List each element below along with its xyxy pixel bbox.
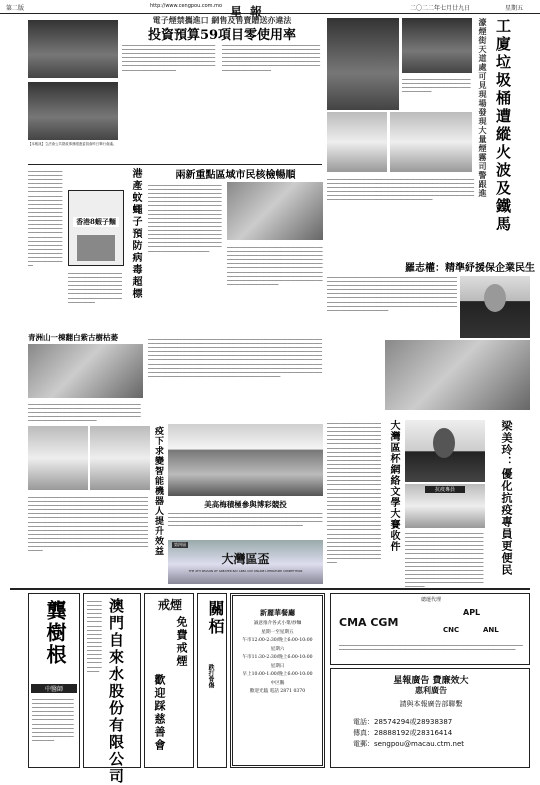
ad5-line: 星期六: [270, 646, 285, 652]
story2-body: ▁▁▁▁▁▁▁▁▁▁▁▁▁▁▁▁▁▁▁▁▁▁▁▁▁▁▁▁▁▁▁▁▁▁▁▁▁▁▁▁▁▁▁▁▁▁▁▁▁▁▁▁▁▁▁▁▁▁▁▁▁▁▁▁▁▁▁▁▁▁▁▁▁▁▁▁▁▁▁▁▁▁▁▁▁▁▁▁▁▁▁▁▁▁▁▁: [402, 76, 471, 93]
story4-headline: 羅志權：精準紓援保企業民生: [405, 263, 535, 274]
portrait-face: [484, 284, 506, 312]
ad-quit-smoking: [144, 593, 194, 768]
story2-vertical-deck: 濠煙街天道處可見現場發現大量煙霧司警跟進: [478, 18, 488, 198]
ad7-cta: 請與本報廣告部聯繫: [399, 700, 463, 708]
robot-photo-2: [90, 426, 150, 490]
ad3-title: 戒煙: [157, 598, 182, 612]
ad6-body: ▁▁▁▁▁▁▁▁▁▁▁▁▁▁▁▁▁▁▁▁▁▁▁▁▁▁▁▁▁▁▁▁▁▁▁▁▁▁▁▁▁▁▁▁▁▁▁▁▁▁▁▁▁▁▁▁▁▁▁▁▁▁▁▁▁▁▁▁▁▁▁▁▁▁▁▁▁▁▁▁▁▁▁▁▁▁▁▁▁▁▁▁▁▁▁▁▁▁▁▁▁▁▁▁▁▁▁▁▁▁▁▁▁▁▁▁▁▁▁▁▁▁▁▁▁▁▁▁▁▁▁▁▁▁▁▁▁▁▁▁▁▁▁▁▁▁▁: [339, 642, 523, 651]
ad5-line: 午市12:00-2:30/晚上6:00-10:00: [242, 638, 313, 643]
story2-body-2: ▁▁▁▁▁▁▁▁▁▁▁▁▁▁▁▁▁▁▁▁▁▁▁▁▁▁▁▁▁▁▁▁▁▁▁▁▁▁▁▁▁▁▁▁▁▁▁▁▁▁▁▁▁▁▁▁▁▁▁▁▁▁▁▁▁▁▁▁▁▁▁▁▁▁▁▁▁▁▁▁▁▁▁▁▁▁▁▁▁▁▁▁▁▁▁▁▁▁▁▁▁▁▁▁▁▁▁▁▁▁▁▁▁▁▁▁▁▁▁▁▁▁▁▁▁▁▁▁▁▁▁▁▁▁▁▁▁▁▁▁▁▁▁▁▁▁▁▁▁▁▁▁▁▁▁▁▁▁▁▁▁▁▁▁▁▁▁▁▁▁▁▁▁▁▁▁▁▁▁▁▁▁▁▁▁▁▁▁▁▁▁▁▁▁▁▁▁▁▁▁▁▁▁▁▁▁▁▁▁▁▁▁▁▁▁▁▁▁▁▁▁▁▁▁▁▁▁▁▁▁▁▁▁▁▁▁▁▁▁▁▁▁▁▁▁▁▁▁▁▁▁▁▁▁▁▁▁▁▁▁▁▁▁▁▁▁▁▁▁▁▁▁▁▁▁▁▁▁▁▁▁▁▁▁▁▁▁▁▁▁▁▁▁▁▁▁▁▁▁▁▁▁▁▁▁▁▁▁▁▁▁▁▁▁▁▁▁▁▁▁▁▁▁▁▁▁▁▁▁▁▁▁▁▁▁▁▁▁▁▁▁▁▁: [327, 176, 475, 201]
award-tag: 第四屆: [174, 542, 186, 547]
issue-date: 二〇二二年七月廿九日: [410, 5, 471, 12]
fire-photo-4: [390, 112, 472, 172]
ad-guan-bai: [197, 593, 227, 768]
book-title: 香港8蝦子麵: [73, 217, 119, 227]
fire-photo-2: [402, 18, 472, 73]
ad-sengpou: [330, 668, 530, 768]
divider: [28, 164, 322, 165]
story1-headline: 投資預算59項目零使用率: [147, 28, 297, 43]
award-title: 大灣區盃: [221, 552, 270, 566]
testing-site-photo: [227, 182, 323, 240]
story8-body-left: ▁▁▁▁▁▁▁▁▁▁▁▁▁▁▁▁▁▁▁▁▁▁▁▁▁▁▁▁▁▁▁▁▁▁▁▁▁▁▁▁▁▁▁▁▁▁▁▁▁▁▁▁▁▁▁▁▁▁▁▁▁▁▁▁▁▁▁▁▁▁▁▁▁▁▁▁▁▁▁▁▁▁▁▁▁▁▁▁▁▁▁▁▁▁▁▁▁▁▁▁▁▁▁▁▁▁▁▁▁▁▁▁▁▁▁▁▁▁▁▁▁▁▁▁▁▁▁▁▁▁▁▁▁▁▁▁▁▁▁▁▁▁▁▁▁▁▁▁▁▁▁▁▁▁▁▁▁▁▁▁▁▁▁▁▁▁▁▁▁▁▁▁▁▁▁▁▁▁▁▁▁▁▁▁▁▁▁▁▁▁▁▁▁▁▁▁▁▁▁▁▁▁▁▁▁▁▁▁▁▁▁▁▁▁▁▁▁▁▁▁▁▁▁▁▁▁▁▁▁▁▁▁▁▁▁▁▁▁▁▁▁▁▁▁▁▁▁▁▁▁▁▁▁▁▁▁▁▁▁▁▁▁▁▁▁▁▁▁▁▁▁▁▁▁▁▁▁▁▁▁▁▁▁▁▁▁▁▁▁▁▁▁▁▁▁▁▁▁▁▁▁▁▁▁▁▁▁▁▁▁▁▁▁▁▁▁▁▁▁▁▁▁▁▁▁▁▁▁▁▁▁▁▁▁▁▁▁▁▁▁▁▁▁▁▁▁▁▁▁▁▁▁▁▁▁▁▁▁▁▁▁▁▁▁▁▁▁▁▁▁▁▁▁▁▁▁▁▁▁▁▁▁▁▁▁▁▁▁▁▁▁▁▁▁▁▁▁▁▁▁▁▁▁▁▁▁▁▁▁▁▁▁▁▁▁▁▁▁▁▁▁▁▁▁▁▁▁▁▁▁▁▁▁▁▁▁▁▁▁▁▁▁▁▁▁▁▁▁▁▁▁▁▁▁▁▁▁▁▁▁▁▁▁▁▁▁▁▁▁▁▁▁▁▁▁▁▁▁▁▁▁▁▁▁▁▁▁▁▁▁▁▁▁▁▁▁▁▁▁▁▁▁▁▁▁▁▁▁▁▁▁▁▁▁▁▁▁▁▁▁▁▁▁▁▁▁▁▁▁▁▁▁▁▁▁▁▁▁▁▁▁▁▁▁▁▁▁▁▁▁▁▁▁▁▁▁▁▁▁▁▁▁▁▁▁▁▁▁▁▁▁▁▁▁▁▁▁▁▁▁▁▁▁▁▁▁▁▁▁▁▁▁▁▁▁▁▁▁▁▁▁▁▁▁▁▁▁▁▁▁▁▁▁▁▁▁▁▁▁▁▁▁▁▁▁▁▁▁▁▁▁▁▁▁▁▁▁▁▁▁▁▁▁: [28, 494, 149, 552]
fire-photo-1: [327, 18, 399, 110]
ads-divider: [10, 588, 530, 590]
ad5-title: 新麗華餐廳: [260, 608, 295, 617]
story1-kicker: 電子煙禁攜進口 網售及售賣贈送亦違法: [152, 15, 292, 25]
ad7-phone-label: 電話：: [353, 718, 374, 726]
ad-macao-water: [83, 593, 141, 785]
page-number: 第二版: [6, 5, 25, 12]
story5-vertical-headline: 港產蚊蠅子預防病毒超標: [130, 168, 141, 300]
story7-vertical-headline: 梁美玲：優化抗疫專員更便民: [500, 420, 513, 576]
story4-body: ▁▁▁▁▁▁▁▁▁▁▁▁▁▁▁▁▁▁▁▁▁▁▁▁▁▁▁▁▁▁▁▁▁▁▁▁▁▁▁▁▁▁▁▁▁▁▁▁▁▁▁▁▁▁▁▁▁▁▁▁▁▁▁▁▁▁▁▁▁▁▁▁▁▁▁▁▁▁▁▁▁▁▁▁▁▁▁▁▁▁▁▁▁▁▁▁▁▁▁▁▁▁▁▁▁▁▁▁▁▁▁▁▁▁▁▁▁▁▁▁▁▁▁▁▁▁▁▁▁▁▁▁▁▁▁▁▁▁▁▁▁▁▁▁▁▁▁▁▁▁▁▁▁▁▁▁▁▁▁▁▁▁▁▁▁▁▁▁▁▁▁▁▁▁▁▁▁▁▁▁▁▁▁▁▁▁▁▁▁▁▁▁▁▁▁▁▁▁▁▁▁▁▁▁▁▁▁▁▁▁▁▁▁▁▁▁▁▁▁▁▁▁▁▁▁▁▁▁▁▁▁▁▁▁▁▁▁▁▁▁▁▁▁▁▁▁▁▁▁▁▁▁▁▁▁▁▁▁▁▁▁▁▁▁▁▁▁▁▁▁▁▁▁▁▁▁▁▁▁▁▁▁▁▁▁▁▁▁▁▁▁▁▁▁▁▁▁▁▁▁▁▁▁▁▁▁▁▁▁▁▁▁▁▁▁▁▁▁▁▁▁▁▁▁▁▁▁▁▁▁▁▁▁▁▁▁▁▁▁▁▁▁▁▁▁▁▁▁▁▁▁▁▁▁▁▁▁▁▁▁▁▁▁▁▁▁▁▁▁▁▁▁▁▁▁▁▁▁▁▁▁▁▁▁▁▁▁▁▁▁▁▁▁▁▁▁▁▁▁▁▁▁▁▁▁▁▁▁▁▁▁▁▁▁▁▁▁▁▁▁▁▁▁▁▁▁▁▁▁▁▁▁▁▁▁▁▁▁▁▁▁▁▁▁▁▁▁▁▁: [327, 274, 457, 311]
story2-headline: 工廈垃圾桶遭縱火波及鐵馬: [494, 18, 512, 234]
story5-bottom-body: ▁▁▁▁▁▁▁▁▁▁▁▁▁▁▁▁▁▁▁▁▁▁▁▁▁▁▁▁▁▁▁▁▁▁▁▁▁▁▁▁▁▁▁▁▁▁▁▁▁▁▁▁▁▁▁▁▁▁▁▁▁▁▁▁▁▁▁▁▁▁▁▁▁▁▁▁▁▁▁▁▁▁▁▁▁▁▁▁▁▁▁▁▁▁▁▁▁▁▁▁▁▁▁▁▁▁▁▁▁▁▁▁▁▁▁▁▁▁▁▁▁▁▁▁▁▁▁▁▁▁▁▁▁▁▁▁▁▁▁▁▁▁▁▁▁▁▁▁▁▁▁▁▁▁▁▁▁▁▁▁▁▁▁▁▁▁▁▁▁▁▁▁▁▁▁▁▁▁▁▁▁▁▁▁▁▁▁▁▁▁▁▁▁▁▁▁▁▁▁▁▁▁▁▁▁▁▁▁▁▁▁▁: [28, 401, 141, 422]
ad1-title: 龔樹根: [43, 600, 67, 666]
mgm-building-photo: [168, 424, 323, 496]
ad-gong-shugen: [28, 593, 80, 768]
ad6-logo-apl: APL: [463, 608, 481, 617]
ad3-line2: 歡迎踩慈善會: [153, 674, 166, 752]
tree-photo: [28, 344, 143, 398]
street-photo: [385, 340, 530, 410]
book-cover: [68, 190, 124, 266]
story3-body-bottom: ▁▁▁▁▁▁▁▁▁▁▁▁▁▁▁▁▁▁▁▁▁▁▁▁▁▁▁▁▁▁▁▁▁▁▁▁▁▁▁▁▁▁▁▁▁▁▁▁▁▁▁▁▁▁▁▁▁▁▁▁▁▁▁▁▁▁▁▁▁▁▁▁▁▁▁▁▁▁▁▁▁▁▁▁▁▁▁▁▁▁▁▁▁▁▁▁▁▁▁▁▁▁▁▁▁▁▁▁▁▁▁▁▁▁▁▁▁▁▁▁▁▁▁▁▁▁▁▁▁▁▁▁▁▁▁▁▁▁▁▁▁▁▁▁▁▁▁▁▁▁▁▁▁▁▁▁▁▁▁▁▁▁▁▁▁▁▁▁▁▁▁▁▁▁▁▁▁▁▁▁▁▁▁▁▁▁▁▁▁▁▁▁▁▁▁▁▁▁▁▁▁▁▁▁▁▁▁▁▁▁▁▁▁▁▁▁▁▁▁▁▁▁▁▁▁▁▁▁▁▁▁▁▁▁▁▁▁▁▁▁▁▁▁▁▁▁▁▁▁▁▁▁▁▁▁▁▁▁▁▁▁▁▁▁▁▁▁▁▁▁▁▁▁▁▁▁▁▁▁▁▁▁▁▁▁▁▁▁▁▁▁▁▁▁▁▁▁▁▁▁▁▁▁▁▁▁▁▁▁▁▁▁▁▁▁▁▁▁▁▁▁▁▁▁▁▁▁▁▁▁▁▁▁▁▁▁▁▁▁▁▁▁▁▁▁▁▁▁▁▁▁▁▁▁▁▁▁▁▁▁▁▁▁▁▁▁▁▁▁▁▁▁▁▁▁▁▁▁▁▁▁▁▁▁▁▁▁▁▁▁▁▁▁▁▁▁▁▁▁▁▁▁▁▁▁▁▁▁▁▁▁▁▁▁▁▁▁▁▁▁▁▁▁▁▁▁▁▁▁▁▁▁▁▁▁▁▁▁▁▁▁▁▁▁▁▁▁▁▁▁▁▁▁▁▁▁▁▁▁▁▁▁▁▁▁▁▁▁▁▁▁▁▁▁▁▁▁▁▁▁▁▁▁▁▁▁▁▁▁▁▁▁▁▁▁▁▁▁▁▁▁▁▁▁▁▁▁▁▁▁▁▁▁▁▁▁▁▁▁▁▁▁▁▁▁▁▁▁▁▁▁▁▁▁▁▁▁▁▁▁▁▁▁▁▁▁▁▁▁▁▁▁▁▁▁▁▁▁▁▁▁▁▁▁▁▁▁▁▁▁▁▁▁▁▁▁▁▁▁▁▁▁▁▁▁▁▁▁▁▁▁▁▁▁▁▁▁▁▁▁▁▁▁▁▁▁▁▁▁▁▁▁▁▁▁▁▁▁▁▁▁▁▁▁▁▁▁▁▁▁▁▁▁▁▁▁▁▁▁▁▁▁▁▁▁▁▁▁▁▁▁▁▁▁▁▁▁▁▁▁▁▁▁▁▁▁▁▁▁▁▁▁▁▁▁▁▁▁▁▁▁▁▁▁▁▁▁▁▁▁▁▁▁: [148, 336, 323, 377]
ad6-logo-anl: ANL: [483, 626, 499, 634]
ad7-subtitle: 惠利廣告: [415, 685, 447, 695]
book-image: [77, 235, 115, 261]
ad5-line: 星期日: [270, 663, 285, 669]
meeting-photo-2: [28, 82, 118, 140]
award-banner: [168, 540, 323, 584]
portrait-photo-2: [405, 420, 485, 482]
ad7-email[interactable]: sengpou@macau.ctm.net: [374, 740, 465, 748]
story8-headline: 美高梅積極參與博彩競投: [204, 500, 287, 509]
ad6-label: 總運代理: [420, 597, 441, 603]
ad4-subtitle: 跌打骨傷: [207, 664, 214, 688]
website-url: http://www.cengpou.com.mo: [150, 3, 223, 9]
ad7-phone[interactable]: 28574294或28938387: [374, 718, 453, 726]
ad6-logo-cma: CMA CGM: [339, 616, 399, 629]
robot-photo-1: [28, 426, 88, 490]
fire-photo-3: [327, 112, 387, 172]
meeting-photo-1: [28, 20, 118, 78]
story3-body-col1: ▁▁▁▁▁▁▁▁▁▁▁▁▁▁▁▁▁▁▁▁▁▁▁▁▁▁▁▁▁▁▁▁▁▁▁▁▁▁▁▁▁▁▁▁▁▁▁▁▁▁▁▁▁▁▁▁▁▁▁▁▁▁▁▁▁▁▁▁▁▁▁▁▁▁▁▁▁▁▁▁▁▁▁▁▁▁▁▁▁▁▁▁▁▁▁▁▁▁▁▁▁▁▁▁▁▁▁▁▁▁▁▁▁▁▁▁▁▁▁▁▁▁▁▁▁▁▁▁▁▁▁▁▁▁▁▁▁▁▁▁▁▁▁▁▁▁▁▁▁▁▁▁▁▁▁▁▁▁▁▁▁▁▁▁▁▁▁▁▁▁▁▁▁▁▁▁▁▁▁▁▁▁▁▁▁▁▁▁▁▁▁▁▁▁▁▁▁▁▁▁▁▁▁▁▁▁▁▁▁▁▁▁▁▁▁▁▁▁▁▁▁▁▁▁▁▁▁▁▁▁▁▁▁▁▁▁▁▁▁▁▁▁▁▁▁▁▁▁▁▁▁▁▁▁▁▁▁▁▁▁▁▁▁▁▁▁▁▁▁▁▁▁▁▁▁▁▁▁▁▁▁▁▁▁▁▁▁▁▁▁▁▁▁▁▁▁▁▁▁▁▁▁▁▁▁▁▁▁▁▁▁▁▁▁▁▁▁▁▁▁▁▁▁▁▁▁▁▁▁▁▁▁▁▁▁▁▁▁▁▁▁▁▁▁▁▁▁▁▁▁▁▁▁▁▁▁▁▁▁▁▁▁▁▁▁▁▁▁▁▁▁▁▁▁▁▁▁▁▁▁▁▁▁▁▁▁▁▁▁▁▁▁▁▁▁▁▁▁▁▁▁▁▁▁▁▁▁▁▁▁▁▁▁▁▁▁▁▁▁▁▁▁▁▁▁▁▁▁▁▁▁▁▁▁▁▁▁▁▁▁▁▁▁▁▁▁▁▁▁▁▁▁▁▁▁▁▁▁▁▁▁▁▁▁▁▁▁▁▁▁▁▁▁▁▁▁▁▁▁▁▁▁▁▁▁▁▁▁▁▁▁▁▁▁▁▁▁▁▁▁▁▁▁▁▁: [148, 182, 222, 252]
portrait-hair: [433, 428, 455, 458]
story8-body-right: ▁▁▁▁▁▁▁▁▁▁▁▁▁▁▁▁▁▁▁▁▁▁▁▁▁▁▁▁▁▁▁▁▁▁▁▁▁▁▁▁▁▁▁▁▁▁▁▁▁▁▁▁▁▁▁▁▁▁▁▁▁▁▁▁▁▁▁▁▁▁▁▁▁▁▁▁▁▁▁▁▁▁▁▁▁▁▁▁▁▁▁▁▁▁▁▁▁▁▁▁▁▁▁▁▁▁▁▁▁▁▁▁▁▁▁▁▁▁▁▁▁▁▁▁▁▁▁▁▁▁▁▁▁▁▁▁▁▁▁▁▁▁▁▁▁▁▁▁▁▁▁▁▁▁▁▁▁▁▁▁▁▁▁▁▁▁▁▁▁▁▁▁▁▁▁▁▁▁▁▁▁▁▁▁▁▁▁▁▁▁▁▁▁▁▁▁▁▁▁▁▁▁▁▁▁▁▁▁▁▁▁▁▁▁▁▁▁▁▁▁▁▁▁▁▁▁▁▁▁▁▁▁▁▁▁▁▁▁▁▁▁▁▁▁: [168, 510, 323, 527]
ad7-title: 星報廣告 費廉效大: [393, 676, 469, 686]
ad5-line: 誠意推介各式小菜/炒麵: [253, 621, 302, 626]
portrait-photo-1: [460, 276, 530, 338]
ad-restaurant: [230, 593, 325, 768]
weekday: 星期五: [505, 5, 524, 12]
story1-body-col2: ▁▁▁▁▁▁▁▁▁▁▁▁▁▁▁▁▁▁▁▁▁▁▁▁▁▁▁▁▁▁▁▁▁▁▁▁▁▁▁▁▁▁▁▁▁▁▁▁▁▁▁▁▁▁▁▁▁▁▁▁▁▁▁▁▁▁▁▁▁▁▁▁▁▁▁▁▁▁▁▁▁▁▁▁▁▁▁▁▁▁▁▁▁▁▁▁▁▁▁▁▁▁▁▁▁▁▁▁▁▁▁▁▁▁▁▁▁▁▁▁▁▁▁▁▁▁▁▁▁▁▁▁▁▁▁▁▁▁▁▁▁▁▁▁▁▁▁▁▁▁▁▁▁▁▁▁▁▁▁▁▁▁▁▁▁▁▁▁▁▁▁▁▁▁▁▁▁▁▁▁▁▁▁▁▁▁▁▁▁▁▁▁▁▁▁▁▁▁▁▁▁▁▁▁▁▁▁▁▁▁▁▁▁▁▁▁▁▁▁▁▁▁▁▁▁▁▁▁▁▁▁▁▁▁▁▁▁▁▁▁▁▁▁▁▁▁▁▁▁▁▁▁▁▁▁▁▁▁▁▁: [222, 42, 321, 71]
story7-body: ▁▁▁▁▁▁▁▁▁▁▁▁▁▁▁▁▁▁▁▁▁▁▁▁▁▁▁▁▁▁▁▁▁▁▁▁▁▁▁▁▁▁▁▁▁▁▁▁▁▁▁▁▁▁▁▁▁▁▁▁▁▁▁▁▁▁▁▁▁▁▁▁▁▁▁▁▁▁▁▁▁▁▁▁▁▁▁▁▁▁▁▁▁▁▁▁▁▁▁▁▁▁▁▁▁▁▁▁▁▁▁▁▁▁▁▁▁▁▁▁▁▁▁▁▁▁▁▁▁▁▁▁▁▁▁▁▁▁▁▁▁▁▁▁▁▁▁▁▁▁▁▁▁▁▁▁▁▁▁▁▁▁▁▁▁▁▁▁▁▁▁▁▁▁▁▁▁▁▁▁▁▁▁▁▁▁▁▁▁▁▁▁▁▁▁▁▁▁▁▁▁▁▁▁▁▁▁▁▁▁▁▁▁▁▁▁▁▁▁▁▁▁▁▁▁▁▁▁▁▁▁▁▁▁▁▁▁▁▁▁▁▁▁▁▁▁▁▁▁▁▁▁▁▁▁▁▁▁▁▁▁▁▁▁▁▁▁▁▁▁▁▁▁▁▁▁▁▁▁▁▁▁▁▁▁▁▁▁▁▁▁▁▁▁▁▁▁▁▁▁▁▁▁▁▁▁▁▁▁▁▁▁▁▁▁▁▁▁▁▁▁▁▁▁▁▁▁▁▁▁▁▁▁▁▁▁▁▁▁▁▁▁▁▁▁▁▁▁▁▁▁▁▁▁▁▁▁▁▁▁▁▁▁▁▁▁▁▁▁▁▁▁▁▁▁▁▁▁▁▁▁▁▁▁▁▁▁▁▁▁▁▁▁▁▁▁▁▁▁▁▁▁▁▁▁▁▁▁▁▁▁▁▁▁▁▁▁▁▁▁▁▁▁▁: [405, 530, 484, 588]
ad7-fax-label: 傳真：: [353, 729, 374, 737]
story3-headline: 兩新重點區域市民核檢暢順: [175, 170, 296, 181]
ad7-email-label: 電郵：: [353, 740, 374, 748]
photo-caption: 【本報訊】立法會公共財政事務跟進委員會昨日舉行會議。: [28, 142, 117, 146]
story1-body-col1: ▁▁▁▁▁▁▁▁▁▁▁▁▁▁▁▁▁▁▁▁▁▁▁▁▁▁▁▁▁▁▁▁▁▁▁▁▁▁▁▁▁▁▁▁▁▁▁▁▁▁▁▁▁▁▁▁▁▁▁▁▁▁▁▁▁▁▁▁▁▁▁▁▁▁▁▁▁▁▁▁▁▁▁▁▁▁▁▁▁▁▁▁▁▁▁▁▁▁▁▁▁▁▁▁▁▁▁▁▁▁▁▁▁▁▁▁▁▁▁▁▁▁▁▁▁▁▁▁▁▁▁▁▁▁▁▁▁▁▁▁▁▁▁▁▁▁▁▁▁▁▁▁▁▁▁▁▁▁▁▁▁▁▁▁▁▁▁▁▁▁▁▁▁▁▁▁▁▁▁▁▁▁▁▁▁▁▁▁▁▁▁▁▁▁▁▁▁▁▁▁▁▁▁▁▁▁▁▁▁▁▁▁▁▁▁▁▁▁▁▁▁▁▁▁▁▁▁▁▁▁▁▁▁▁▁▁▁▁▁▁▁▁▁▁▁▁▁▁▁▁: [122, 42, 216, 71]
ad5-line: 午市11:30-2:30/晚上6:00-10:00: [242, 655, 313, 660]
ad7-fax: 28888192或28316414: [374, 729, 453, 737]
story6-vertical-headline: 大灣區杯網絡文學大賽收件: [388, 420, 399, 552]
ad1-subtitle: 中醫師: [31, 684, 77, 693]
story5-body: ▁▁▁▁▁▁▁▁▁▁▁▁▁▁▁▁▁▁▁▁▁▁▁▁▁▁▁▁▁▁▁▁▁▁▁▁▁▁▁▁▁▁▁▁▁▁▁▁▁▁▁▁▁▁▁▁▁▁▁▁▁▁▁▁▁▁▁▁▁▁▁▁▁▁▁▁▁▁▁▁▁▁▁▁▁▁▁▁▁▁▁▁▁▁▁▁▁▁▁▁▁▁▁▁▁▁▁▁▁▁▁▁▁▁▁▁▁▁▁▁▁▁▁▁▁▁▁▁▁▁▁▁▁▁▁▁▁▁▁▁▁▁▁▁▁▁▁▁▁▁▁▁▁▁▁▁▁▁▁▁▁▁▁▁▁▁▁▁▁▁▁▁▁▁▁▁▁▁▁▁▁▁▁▁▁▁▁▁▁▁▁▁▁▁▁▁▁▁▁▁▁▁▁▁▁▁▁▁▁▁▁▁▁▁▁▁▁▁▁▁▁▁▁▁▁▁▁▁▁▁▁▁▁▁▁▁▁▁▁▁▁▁▁▁▁▁▁▁▁▁▁▁▁▁▁▁▁▁▁▁▁▁▁▁▁▁▁▁▁▁▁▁▁▁▁▁▁▁▁▁▁▁▁▁▁▁▁▁▁▁▁▁▁▁▁▁▁▁▁▁▁▁▁▁▁▁▁▁▁▁▁▁▁▁▁▁▁▁▁▁▁▁▁▁: [28, 168, 63, 267]
counter-photo: [405, 484, 485, 528]
ad5-line: 早上10:00-1:00/晚上6:00-10:00: [242, 672, 313, 677]
story5-bottom-headline: 青洲山一棟翻白紫古樹枯萎: [28, 333, 118, 342]
story6-body: ▁▁▁▁▁▁▁▁▁▁▁▁▁▁▁▁▁▁▁▁▁▁▁▁▁▁▁▁▁▁▁▁▁▁▁▁▁▁▁▁▁▁▁▁▁▁▁▁▁▁▁▁▁▁▁▁▁▁▁▁▁▁▁▁▁▁▁▁▁▁▁▁▁▁▁▁▁▁▁▁▁▁▁▁▁▁▁▁▁▁▁▁▁▁▁▁▁▁▁▁▁▁▁▁▁▁▁▁▁▁▁▁▁▁▁▁▁▁▁▁▁▁▁▁▁▁▁▁▁▁▁▁▁▁▁▁▁▁▁▁▁▁▁▁▁▁▁▁▁▁▁▁▁▁▁▁▁▁▁▁▁▁▁▁▁▁▁▁▁▁▁▁▁▁▁▁▁▁▁▁▁▁▁▁▁▁▁▁▁▁▁▁▁▁▁▁▁▁▁▁▁▁▁▁▁▁▁▁▁▁▁▁▁▁▁▁▁▁▁▁▁▁▁▁▁▁▁▁▁▁▁▁▁▁▁▁▁▁▁▁▁▁▁▁▁▁▁▁▁▁▁▁▁▁▁▁▁▁▁▁▁▁▁▁▁▁▁▁▁▁▁▁▁▁▁▁▁▁▁▁▁▁▁▁▁▁▁▁▁▁▁▁▁▁▁▁▁▁▁▁▁▁▁▁▁▁▁▁▁▁▁▁▁▁▁▁▁▁▁▁▁▁▁▁▁▁▁▁▁▁▁▁▁▁▁▁▁▁▁▁▁▁▁▁▁▁▁▁▁▁▁▁▁▁▁▁▁▁▁▁▁▁▁▁▁▁▁▁▁▁▁▁▁▁▁▁▁▁▁▁▁▁▁▁▁▁▁▁▁▁▁▁▁▁▁▁▁▁▁▁▁▁▁▁▁▁▁▁▁▁▁▁▁▁▁▁▁▁▁▁▁▁▁▁▁▁▁▁▁▁▁▁▁▁▁▁▁▁▁▁▁▁▁▁▁▁▁▁▁▁▁▁▁▁▁▁▁▁▁▁▁▁▁▁▁▁▁▁▁▁▁▁▁▁▁▁▁▁▁▁▁▁▁▁▁▁▁▁▁▁▁▁▁▁▁▁▁▁▁▁▁▁▁▁▁▁▁▁▁▁▁▁▁▁▁▁▁▁▁▁▁▁▁▁▁▁▁▁▁▁▁▁▁▁▁▁▁▁▁▁▁▁▁▁▁▁▁▁▁▁▁▁▁▁▁▁▁▁▁▁▁▁▁▁▁▁▁▁▁▁▁▁▁▁▁▁▁▁▁▁▁▁▁▁▁▁▁▁▁▁▁▁▁▁▁▁▁▁▁▁▁▁▁▁▁▁▁▁▁▁▁▁▁▁▁▁▁▁▁▁▁▁▁▁▁▁▁▁▁▁▁▁▁▁▁▁▁▁▁▁▁▁▁▁▁▁▁▁▁▁▁▁▁▁▁▁▁▁▁▁▁▁▁▁▁▁▁▁▁▁▁▁▁▁▁▁▁▁▁▁▁▁▁▁▁▁▁▁▁▁▁▁▁▁▁▁▁▁▁▁▁▁▁▁▁▁▁▁▁▁▁▁▁▁▁▁▁▁▁▁▁▁▁▁▁▁▁▁▁▁▁▁▁▁▁▁▁▁▁▁▁▁▁▁▁▁▁▁▁▁▁▁: [327, 420, 381, 564]
ad5-line: 星期一至星期五: [261, 629, 294, 635]
story8-vertical-headline: 疫下求變智能機器人提升效益: [153, 426, 163, 556]
ad1-body: ▁▁▁▁▁▁▁▁▁▁▁▁▁▁▁▁▁▁▁▁▁▁▁▁▁▁▁▁▁▁▁▁▁▁▁▁▁▁▁▁▁▁▁▁▁▁▁▁▁▁▁▁▁▁▁▁▁▁▁▁▁▁▁▁▁▁▁▁▁▁▁▁▁▁▁▁▁▁▁▁▁▁▁▁▁▁▁▁▁▁▁▁▁▁▁▁▁▁▁▁▁▁▁▁▁▁▁▁▁▁▁▁▁▁▁▁▁▁▁▁▁▁▁▁▁▁▁▁▁▁▁▁▁▁▁▁▁▁▁▁▁▁▁▁▁▁▁▁▁▁▁▁▁▁▁▁▁▁▁▁▁▁▁▁▁▁▁▁▁▁▁▁▁▁▁▁▁▁▁: [32, 696, 74, 741]
ad3-line1: 免費戒煙: [175, 616, 188, 668]
ad-shipping: [330, 593, 530, 665]
masthead: 星報: [230, 5, 271, 19]
ad2-title: 澳門自來水股份有限公司: [107, 598, 125, 785]
award-subtitle: THE 4TH SEASON OF GREATER BAY AREA CUP ONLINE LITERATURE COMPETITION: [188, 569, 303, 573]
ad2-body: ▁▁▁▁▁▁▁▁▁▁▁▁▁▁▁▁▁▁▁▁▁▁▁▁▁▁▁▁▁▁▁▁▁▁▁▁▁▁▁▁▁▁▁▁▁▁▁▁▁▁▁▁▁▁▁▁▁▁▁▁▁▁▁▁▁▁▁▁▁▁▁▁▁▁▁▁▁▁▁▁▁▁▁▁▁▁▁▁▁▁▁▁▁▁▁▁▁▁▁▁▁▁▁▁▁▁▁: [87, 598, 102, 672]
ad5-line: 中区鵝: [270, 680, 285, 686]
counter-sign: 抗疫專員: [425, 486, 465, 493]
ad4-title: 關栢: [206, 600, 225, 636]
ad6-logo-cnc: CNC: [443, 626, 460, 634]
ad5-line: 歡迎光臨 電話 2871 0370: [249, 689, 306, 694]
story3-body-col2: ▁▁▁▁▁▁▁▁▁▁▁▁▁▁▁▁▁▁▁▁▁▁▁▁▁▁▁▁▁▁▁▁▁▁▁▁▁▁▁▁▁▁▁▁▁▁▁▁▁▁▁▁▁▁▁▁▁▁▁▁▁▁▁▁▁▁▁▁▁▁▁▁▁▁▁▁▁▁▁▁▁▁▁▁▁▁▁▁▁▁▁▁▁▁▁▁▁▁▁▁▁▁▁▁▁▁▁▁▁▁▁▁▁▁▁▁▁▁▁▁▁▁▁▁▁▁▁▁▁▁▁▁▁▁▁▁▁▁▁▁▁▁▁▁▁▁▁▁▁▁▁▁▁▁▁▁▁▁▁▁▁▁▁▁▁▁▁▁▁▁▁▁▁▁▁▁▁▁▁▁▁▁▁▁▁▁▁▁▁▁▁▁▁▁▁▁▁▁▁▁▁▁▁▁▁▁▁▁▁▁▁▁▁▁▁▁▁▁▁▁▁▁▁▁▁▁▁▁▁▁▁▁▁▁▁▁▁▁▁▁▁▁▁▁▁▁▁▁▁▁▁▁▁▁▁▁▁▁▁▁▁▁▁▁▁▁▁▁▁▁▁▁▁▁▁▁▁▁▁▁▁▁▁▁▁▁▁▁▁▁▁▁▁▁▁▁▁▁▁▁▁▁▁▁▁▁▁▁▁▁▁▁▁▁▁▁▁▁▁▁▁▁▁▁▁▁▁▁▁▁▁▁▁▁▁▁▁▁▁▁▁▁▁▁▁▁▁▁▁▁▁▁▁▁▁▁▁▁▁▁▁▁▁▁▁▁▁▁▁▁▁▁: [227, 244, 323, 285]
page-header: [0, 0, 540, 19]
story5-body-2: ▁▁▁▁▁▁▁▁▁▁▁▁▁▁▁▁▁▁▁▁▁▁▁▁▁▁▁▁▁▁▁▁▁▁▁▁▁▁▁▁▁▁▁▁▁▁▁▁▁▁▁▁▁▁▁▁▁▁▁▁▁▁▁▁▁▁▁▁▁▁▁▁▁▁▁▁▁▁▁▁▁▁▁▁▁▁▁▁▁▁▁▁▁▁▁▁▁▁▁▁▁▁▁▁▁▁▁▁▁▁▁▁▁▁▁▁▁▁▁▁▁▁▁▁▁▁▁▁▁▁▁▁▁▁▁▁▁▁▁▁▁▁▁▁▁▁▁▁▁▁▁▁▁▁▁▁▁▁▁▁▁▁▁▁▁: [68, 270, 122, 303]
